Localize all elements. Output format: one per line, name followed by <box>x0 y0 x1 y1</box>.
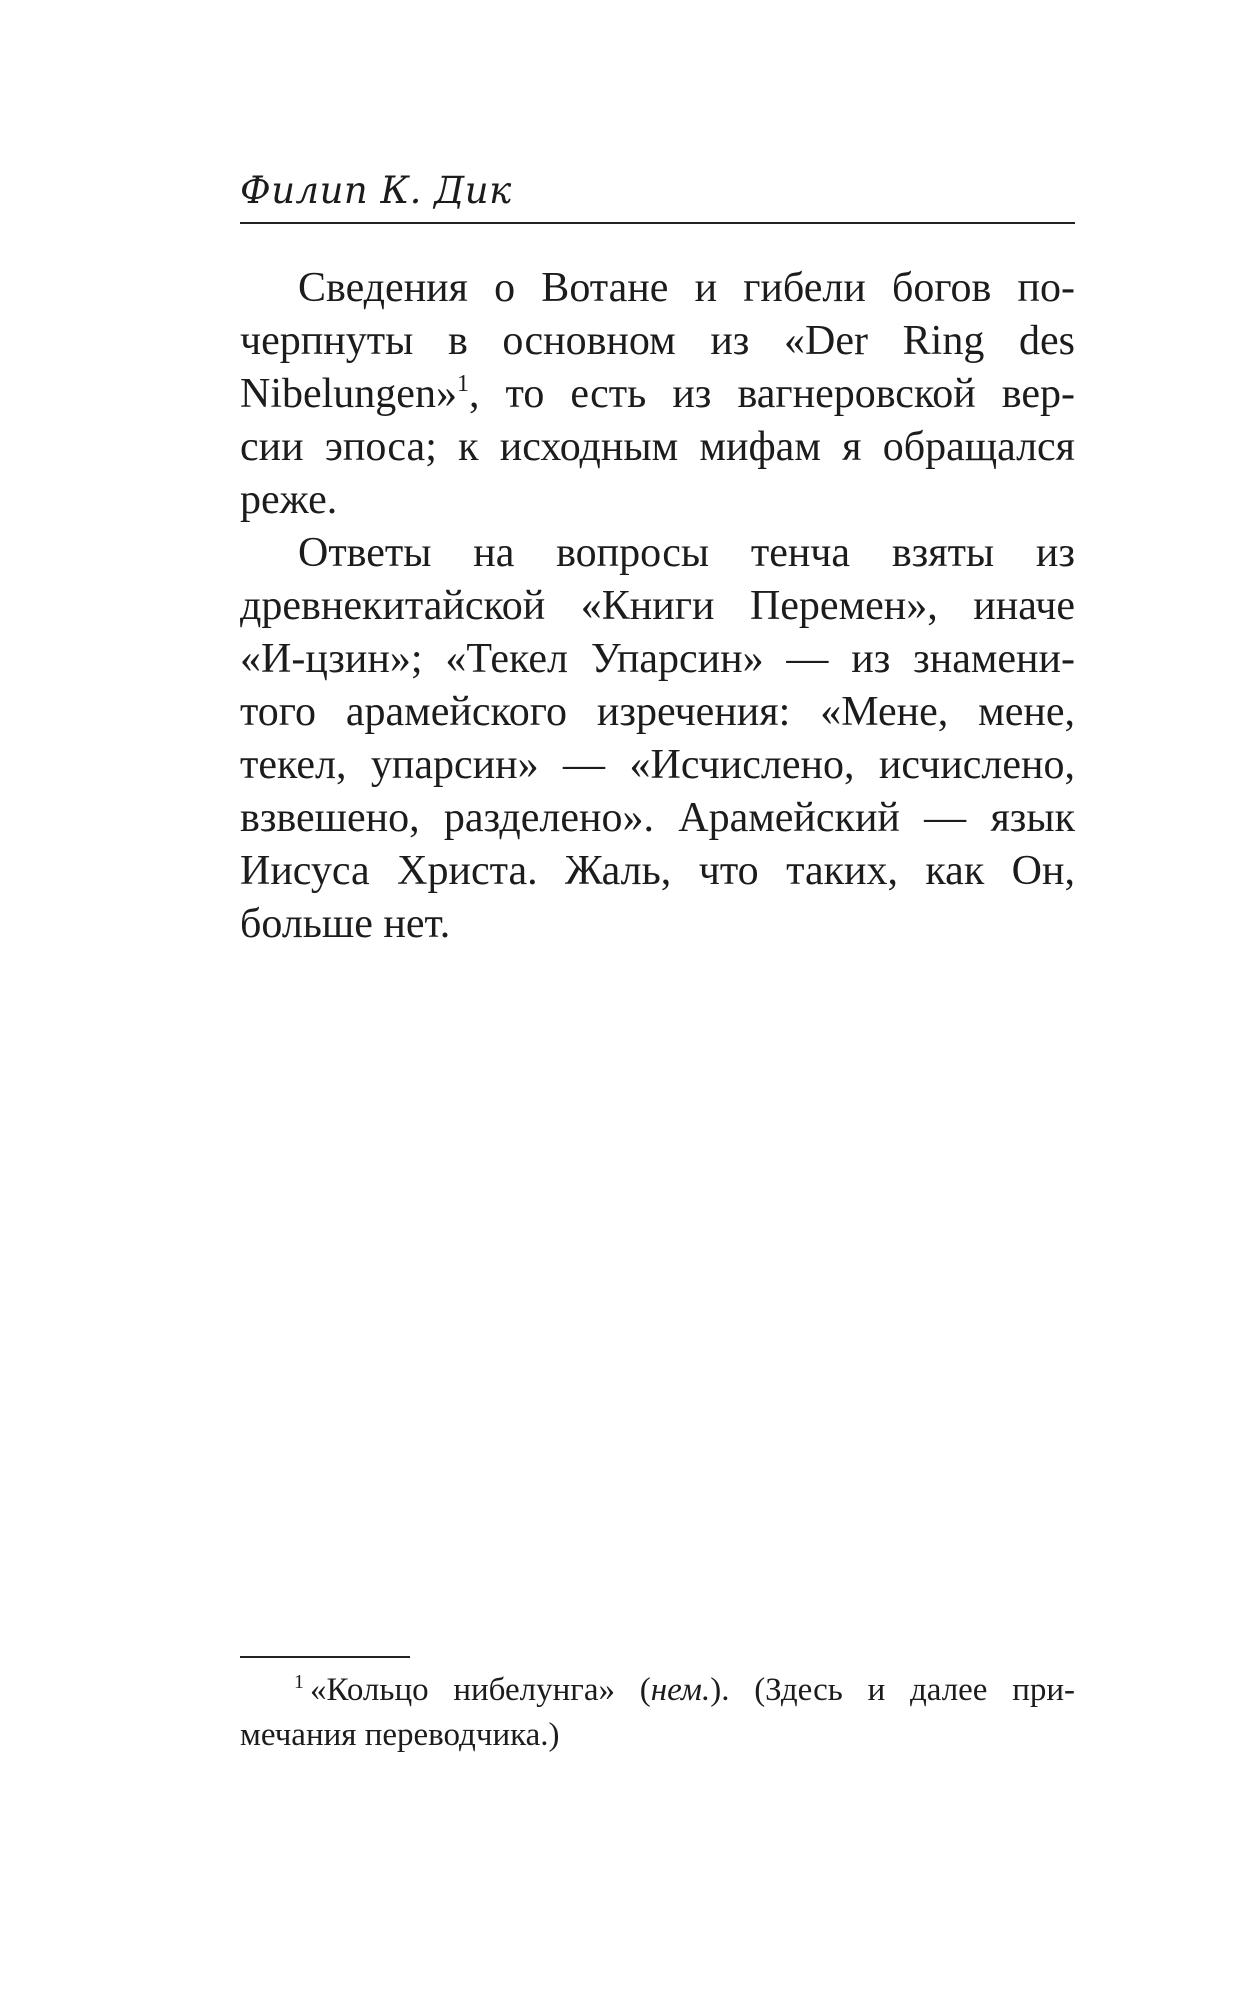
header-rule <box>240 222 1075 224</box>
footnote-line <box>240 1668 1075 1713</box>
text-line: Сведения о Вотане и гибели богов по- <box>298 265 1075 311</box>
text-line: больше нет. <box>240 901 451 947</box>
running-head-author: Филип К. Дик <box>240 169 512 212</box>
text-line-with-footnote-ref <box>240 368 1075 421</box>
footnote-reference: 1 <box>456 371 469 397</box>
text-line: того арамейского изречения: «Мене, мене, <box>240 689 1075 735</box>
text-fragment: , то есть из вагнеровской вер- <box>468 371 1075 417</box>
text-line: «И-цзин»; «Текел Упарсин» — из знамени- <box>240 636 1075 682</box>
text-fragment: Nibelungen» <box>240 371 457 417</box>
text-line: реже. <box>240 477 338 523</box>
main-text <box>240 262 1075 951</box>
footnote-marker: 1 <box>294 1671 304 1693</box>
text-line: текел, упарсин» — «Исчислено, исчислено, <box>240 742 1075 788</box>
text-line: сии эпоса; к исходным мифам я обращался <box>240 424 1075 470</box>
text-line: Ответы на вопросы тенча взяты из <box>298 530 1075 576</box>
footnote-text: «Кольцо нибелунга» ( <box>310 1672 651 1708</box>
footnote-rule <box>240 1656 410 1658</box>
footnote-line: мечания переводчика.) <box>240 1717 560 1753</box>
text-line: Иисуса Христа. Жаль, что таких, как Он, <box>240 848 1075 894</box>
text-line: черпнуты в основном из «Der Ring des <box>240 318 1075 364</box>
footnote <box>240 1668 1075 1758</box>
footnote-italic-text: нем. <box>650 1672 711 1708</box>
text-line: взвешено, разделено». Арамейский — язык <box>240 795 1075 841</box>
text-line: древнекитайской «Книги Перемен», иначе <box>240 583 1075 629</box>
footnote-text: ). (Здесь и далее при- <box>710 1672 1075 1708</box>
